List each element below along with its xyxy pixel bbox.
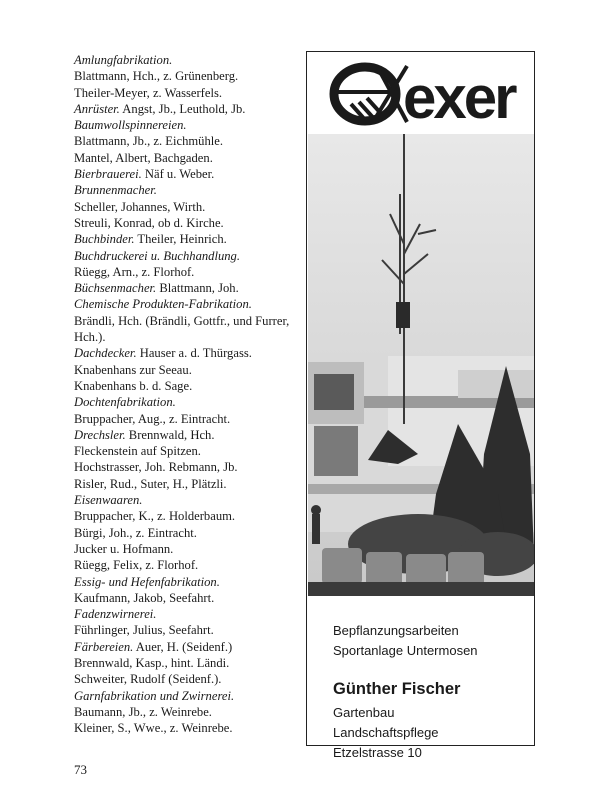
logo-wordmark: exer xyxy=(403,64,515,131)
directory-category: Färbereien. xyxy=(74,639,134,654)
directory-entry: Risler, Rud., Suter, H., Plätzli. xyxy=(74,476,227,491)
directory-category-entry xyxy=(74,231,296,247)
directory-entry: Kaufmann, Jakob, Seefahrt. xyxy=(74,590,215,605)
directory-category-entry xyxy=(74,166,296,182)
directory-entry: Brändli, Hch. (Brändli, Gottfr., und Furrer, Hch.). xyxy=(74,313,290,345)
directory-category: Anrüster. xyxy=(74,101,120,116)
directory-entry: Jucker u. Hofmann. xyxy=(74,541,174,556)
directory-entry: Bürgi, Joh., z. Eintracht. xyxy=(74,525,197,540)
directory-category-entry xyxy=(74,345,296,361)
directory-entry: Streuli, Konrad, ob d. Kirche. xyxy=(74,215,224,230)
directory-category: Essig- und Hefenfabrikation. xyxy=(74,574,220,589)
directory-entry: Rüegg, Felix, z. Florhof. xyxy=(74,558,199,573)
directory-entry: Rüegg, Arn., z. Florhof. xyxy=(74,264,195,279)
garden-building-photo xyxy=(308,134,534,596)
directory-entry: Bruppacher, K., z. Holderbaum. xyxy=(74,509,236,524)
directory-entry: Theiler-Meyer, z. Wasserfels. xyxy=(74,85,223,100)
directory-entry: Baumann, Jb., z. Weinrebe. xyxy=(74,704,212,719)
directory-entry-text: Brennwald, Hch. xyxy=(125,427,215,442)
directory-entry: Blattmann, Hch., z. Grünenberg. xyxy=(74,69,239,84)
directory-entry: Fleckenstein auf Spitzen. xyxy=(74,444,201,459)
directory-category: Buchbinder. xyxy=(74,232,135,247)
business-directory-column xyxy=(74,52,296,736)
directory-entry-text: Hauser a. d. Thürgass. xyxy=(136,346,252,361)
directory-category: Garnfabrikation und Zwirnerei. xyxy=(74,688,235,703)
advertisement-box xyxy=(306,51,535,760)
service-line: Bepflanzungsarbeiten xyxy=(333,623,459,638)
directory-entry: Hochstrasser, Joh. Rebmann, Jb. xyxy=(74,460,238,475)
directory-entry: Bruppacher, Aug., z. Eintracht. xyxy=(74,411,231,426)
company-detail: Gartenbau xyxy=(333,705,395,720)
directory-category: Drechsler. xyxy=(74,427,126,442)
directory-category: Bierbrauerei. xyxy=(74,167,142,182)
directory-category-entry xyxy=(74,101,296,117)
directory-category: Brunnenmacher. xyxy=(74,183,157,198)
page-number: 73 xyxy=(74,762,87,777)
directory-category: Buchdruckerei u. Buchhandlung. xyxy=(74,248,241,263)
directory-entry: Führlinger, Julius, Seefahrt. xyxy=(74,623,214,638)
directory-category: Amlungfabrikation. xyxy=(74,53,173,67)
company-detail: Landschaftspflege xyxy=(333,725,439,740)
directory-entry: Blattmann, Jb., z. Eichmühle. xyxy=(74,134,223,149)
directory-entry: Brennwald, Kasp., hint. Ländi. xyxy=(74,655,230,670)
directory-entry-text: Näf u. Weber. xyxy=(141,167,215,182)
directory-category: Fadenzwirnerei. xyxy=(74,607,157,622)
directory-category: Chemische Produkten-Fabrikation. xyxy=(74,297,252,312)
directory-entry-text: Blattmann, Joh. xyxy=(156,281,239,296)
directory-entry: Kleiner, S., Wwe., z. Weinrebe. xyxy=(74,721,233,736)
directory-category: Eisenwaaren. xyxy=(74,493,143,508)
directory-entry: Scheller, Johannes, Wirth. xyxy=(74,199,206,214)
directory-category: Baumwollspinnereien. xyxy=(74,118,187,133)
advertisement-text xyxy=(333,621,533,763)
directory-entry-text: Angst, Jb., Leuthold, Jb. xyxy=(119,101,246,116)
directory-entry-text: Auer, H. (Seidenf.) xyxy=(133,639,233,654)
directory-category-entry xyxy=(74,280,296,296)
directory-entry: Schweiter, Rudolf (Seidenf.). xyxy=(74,672,222,687)
directory-category-entry xyxy=(74,427,296,443)
exer-logo xyxy=(307,52,534,134)
directory-entry: Mantel, Albert, Bachgaden. xyxy=(74,150,213,165)
directory-category: Dochtenfabrikation. xyxy=(74,395,176,410)
company-name: Günther Fischer xyxy=(333,680,461,698)
company-address: Etzelstrasse 10 xyxy=(333,745,422,760)
service-line: Sportanlage Untermosen xyxy=(333,643,478,658)
directory-entry: Knabenhans b. d. Sage. xyxy=(74,378,193,393)
exer-logo-mark xyxy=(307,52,534,134)
directory-category: Büchsenmacher. xyxy=(74,281,157,296)
directory-entry-text: Theiler, Heinrich. xyxy=(134,232,227,247)
directory-category: Dachdecker. xyxy=(74,346,137,361)
directory-entry: Knabenhans zur Seeau. xyxy=(74,362,192,377)
directory-category-entry xyxy=(74,639,296,655)
